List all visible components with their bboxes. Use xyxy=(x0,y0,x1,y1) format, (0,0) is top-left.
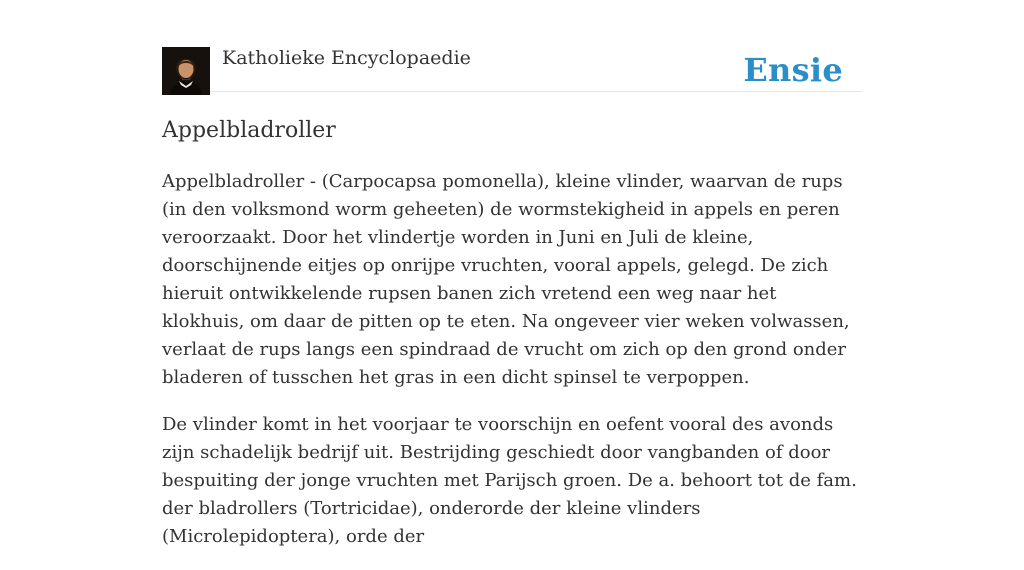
source-title[interactable]: Katholieke Encyclopaedie xyxy=(222,47,471,69)
article-paragraph: Appelbladroller - (Carpocapsa pomonella), kleine vlinder, waarvan de rups (in den volksmond worm geheeten) de wormstekigheid in appels en peren veroorzaakt. Door het vlindertje worden in Juni en Juli de kleine, doorschijnende eitjes op onrijpe vruchten, vooral appels, gelegd. De zich hieruit ontwikkelende rupsen banen zich vretend een weg naar het klokhuis, om daar de pitten op te eten. Na ongeveer vier weken volwassen, verlaat de rups langs een spindraad de vrucht om zich op den grond onder bladeren of tusschen het gras in een dicht spinsel te verpoppen. xyxy=(162,171,850,388)
source-avatar[interactable] xyxy=(162,47,210,95)
article-body xyxy=(162,168,862,570)
header xyxy=(162,0,862,92)
portrait-icon xyxy=(162,47,210,95)
article-paragraph: De vlinder komt in het voorjaar te voorschijn en oefent vooral des avonds zijn schadelijk bedrijf uit. Bestrijding geschiedt door vangbanden of door bespuiting der jonge vruchten met Parijsch groen. De a. behoort tot de fam. der bladrollers (Tortricidae), onderorde der kleine vlinders (Microlepidoptera), orde der xyxy=(162,414,857,547)
article-title: Appelbladroller xyxy=(162,118,336,143)
article-page xyxy=(162,0,862,547)
brand-logo-link[interactable]: Ensie xyxy=(743,51,843,89)
